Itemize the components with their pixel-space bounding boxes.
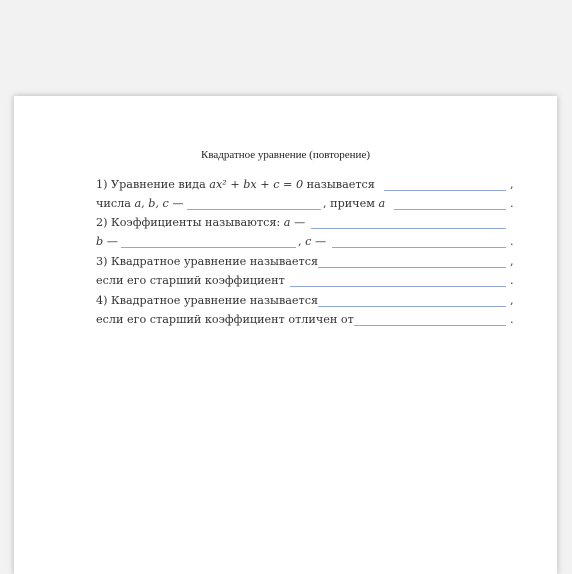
l6-answer-blank[interactable] [290, 286, 506, 287]
l8-text: если его старший коэффициент отличен от [96, 313, 354, 326]
l8-answer-blank[interactable] [354, 325, 506, 326]
question-4-line-2 [96, 313, 514, 329]
l6-punct: . [510, 274, 514, 287]
question-1-line-2 [96, 197, 514, 213]
l2-answer-blank-1[interactable] [187, 209, 321, 210]
q1-answer-blank[interactable] [384, 190, 506, 191]
question-1-line [96, 178, 514, 194]
question-2-line-2 [96, 235, 514, 251]
q3-answer-blank[interactable] [318, 267, 506, 268]
l2-punct: . [510, 197, 514, 210]
q4-answer-blank[interactable] [318, 306, 506, 307]
q1-rest: называется [303, 178, 375, 191]
q1-punct: , [510, 178, 514, 191]
q3-punct: , [510, 255, 514, 268]
q4-text: 4) Квадратное уравнение называется [96, 294, 319, 307]
l4-rest: — [103, 235, 118, 248]
l4-mid: , [298, 235, 306, 248]
l4-mid-rest: — [311, 235, 327, 248]
l2-mid: , причем [323, 197, 379, 210]
l6-text: если его старший коэффициент [96, 274, 285, 287]
question-2-line [96, 216, 514, 232]
q2-answer-blank-a[interactable] [311, 228, 506, 229]
l2-rest: — [168, 197, 184, 210]
q2-answer-blank-c[interactable] [332, 247, 506, 248]
q3-text: 3) Квадратное уравнение называется [96, 255, 319, 268]
worksheet-page [14, 96, 557, 574]
l8-punct: . [510, 313, 514, 326]
question-4-line [96, 294, 514, 310]
l2-mid-math: a [378, 197, 386, 210]
question-3-line-2 [96, 274, 514, 290]
page-title: Квадратное уравнение (повторение) [200, 149, 370, 161]
l4-punct: . [510, 235, 514, 248]
l4-mid-math: c [305, 235, 312, 248]
q2-math: a [283, 216, 291, 229]
q2-text: 2) Коэффициенты называются: [96, 216, 284, 229]
l2-text: числа [96, 197, 135, 210]
q1-text: 1) Уравнение вида [96, 178, 210, 191]
l2-answer-blank-2[interactable] [394, 209, 506, 210]
l4-math: b [96, 235, 104, 248]
question-3-line [96, 255, 514, 271]
q1-equation: ax² + bx + c = 0 [209, 178, 304, 191]
q4-punct: , [510, 294, 514, 307]
q2-rest: — [290, 216, 306, 229]
l2-math: a, b, c [134, 197, 169, 210]
q2-answer-blank-b[interactable] [121, 247, 296, 248]
